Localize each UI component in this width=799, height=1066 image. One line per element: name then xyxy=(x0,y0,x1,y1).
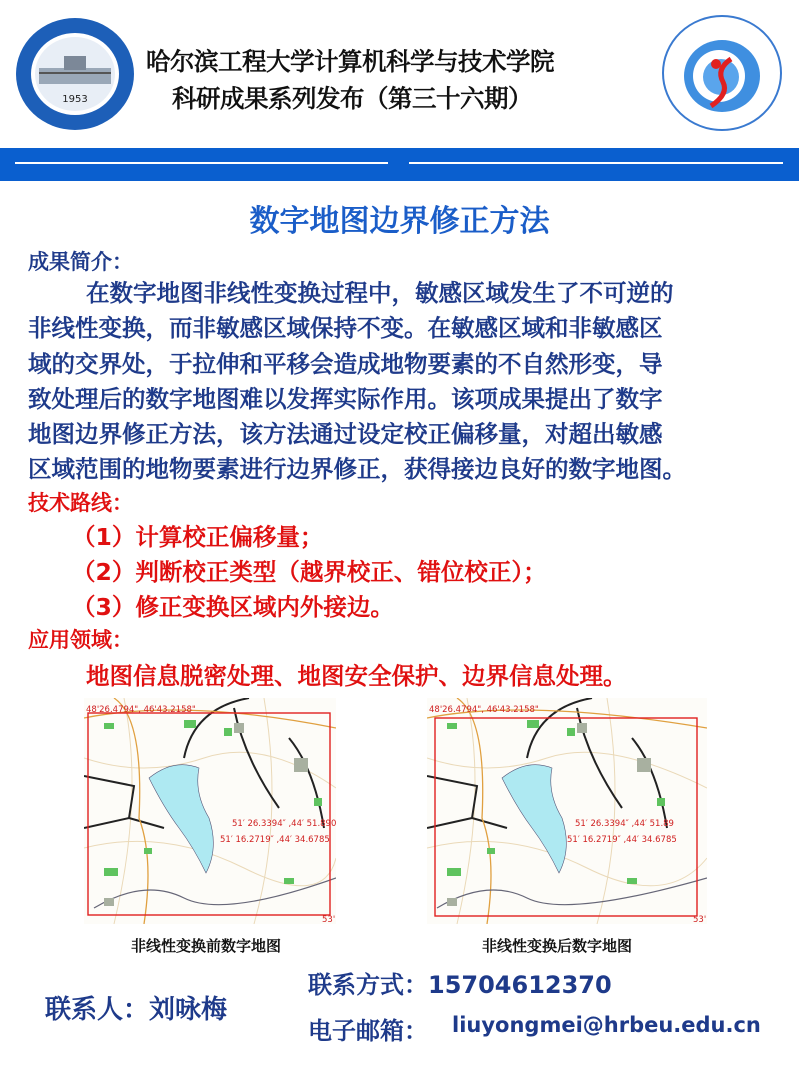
contact-email[interactable]: liuyongmei@hrbeu.edu.cn xyxy=(452,1013,761,1037)
intro-heading: 成果简介： xyxy=(28,250,133,274)
map-after-caption: 非线性变换后数字地图 xyxy=(482,937,633,955)
app-heading: 应用领域： xyxy=(28,628,133,652)
intro-line: 区域范围的地物要素进行边界修正，获得接边良好的数字地图。 xyxy=(28,455,686,484)
map-before-caption: 非线性变换前数字地图 xyxy=(131,937,282,955)
map-after xyxy=(427,698,707,924)
intro-line: 致处理后的数字地图难以发挥实际作用。该项成果提出了数字 xyxy=(28,384,663,413)
header-line-2: 科研成果系列发布（第三十六期） xyxy=(172,84,532,113)
map-coordinate-label: 48'26.4794", 46'43.2158" xyxy=(86,705,196,715)
intro-paragraph xyxy=(28,276,793,488)
contact-email-label: 电子邮箱： xyxy=(308,1017,428,1045)
map-before xyxy=(84,698,336,924)
logo-year: 1953 xyxy=(62,94,88,105)
map-coordinate-label: 48'26.4794", 46'43.2158" xyxy=(429,705,539,715)
university-logo xyxy=(14,16,136,132)
contact-person: 联系人：刘咏梅 xyxy=(45,995,228,1025)
college-logo xyxy=(661,14,783,132)
header-band xyxy=(0,148,799,181)
route-item: （1）计算校正偏移量； xyxy=(72,523,324,551)
intro-line: 在数字地图非线性变换过程中，敏感区域发生了不可逆的 xyxy=(86,279,674,307)
contact-phone: 联系方式：15704612370 xyxy=(308,971,612,999)
app-text: 地图信息脱密处理、地图安全保护、边界信息处理。 xyxy=(86,662,627,690)
route-heading: 技术路线： xyxy=(28,491,133,515)
map-coordinate-label: 51′ 26.3394″ ,44′ 51.89 xyxy=(575,819,674,829)
route-item: （3）修正变换区域内外接边。 xyxy=(72,593,394,621)
intro-line: 域的交界处，于拉伸和平移会造成地物要素的不自然形变，导 xyxy=(28,349,663,378)
route-item: （2）判断校正类型（越界校正、错位校正）； xyxy=(72,558,547,586)
map-coordinate-label: 51′ 26.3394″ ,44′ 51.890 xyxy=(232,819,336,829)
map-coordinate-label: 51′ 16.2719″ ,44′ 34.6785 xyxy=(220,835,330,845)
intro-line: 地图边界修正方法，该方法通过设定校正偏移量，对超出敏感 xyxy=(28,420,663,449)
header-line-1: 哈尔滨工程大学计算机科学与技术学院 xyxy=(146,47,554,76)
map-coordinate-label: 53' xyxy=(693,915,707,924)
map-coordinate-label: 51′ 16.2719″ ,44′ 34.6785 xyxy=(567,835,677,845)
map-coordinate-label: 53' xyxy=(322,915,336,924)
page-title: 数字地图边界修正方法 xyxy=(249,204,550,239)
intro-line: 非线性变换，而非敏感区域保持不变。在敏感区域和非敏感区 xyxy=(28,314,663,343)
